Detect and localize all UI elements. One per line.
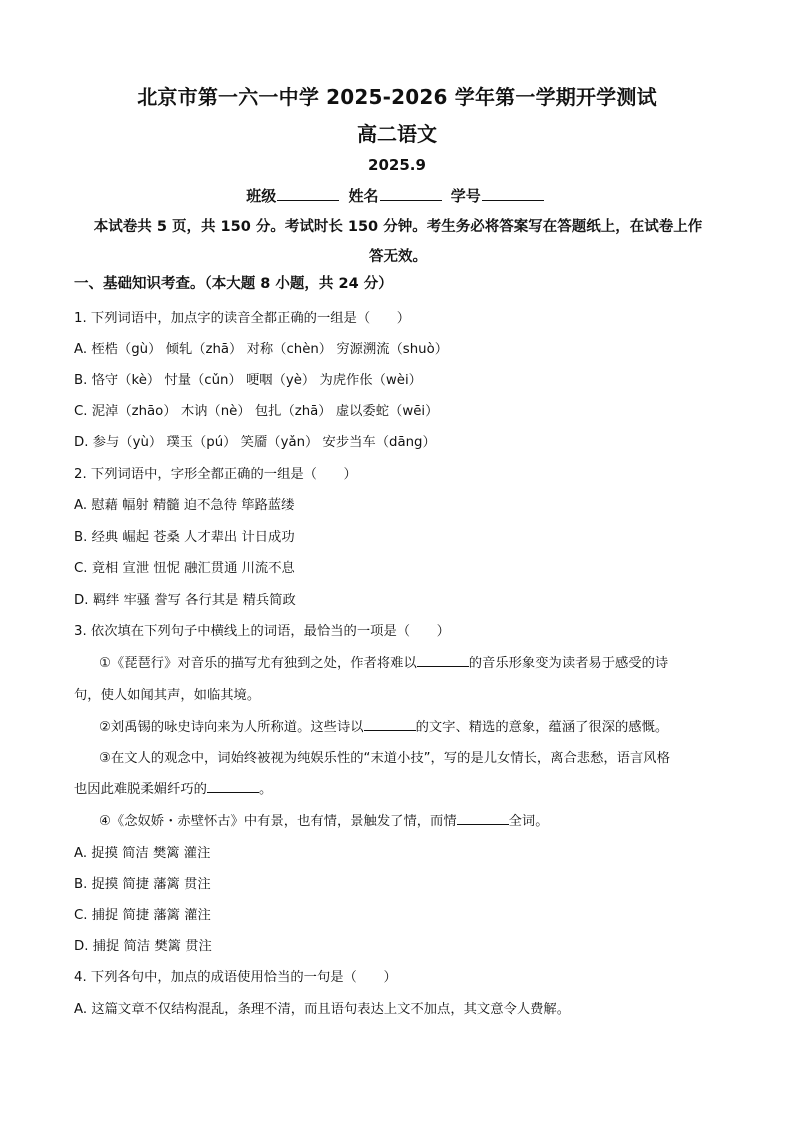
q3-option-d: D. 捕捉 简洁 樊篱 贯注 xyxy=(74,939,212,954)
exam-date: 2025.9 xyxy=(368,156,426,174)
q3-blank-3 xyxy=(207,779,259,793)
name-blank xyxy=(380,185,442,201)
q2-option-d: D. 羁绊 牢骚 誊写 各行其是 精兵简政 xyxy=(74,593,296,608)
id-label: 学号 xyxy=(450,187,481,205)
q3-stem: 3. 依次填在下列句子中横线上的词语，最恰当的一项是（ ） xyxy=(74,624,450,639)
q4-option-a: A. 这篇文章不仅结构混乱，条理不清，而且语句表达上文不加点，其文意令人费解。 xyxy=(74,1002,571,1017)
exam-title: 北京市第一六一中学 2025-2026 学年第一学期开学测试 xyxy=(137,85,657,109)
q4-stem: 4. 下列各句中，加点的成语使用恰当的一句是（ ） xyxy=(74,970,397,985)
q3-sentence-2: ②刘禹锡的咏史诗向来为人所称道。这些诗以 的文字、精选的意象，蕴涵了很深的感慨。 xyxy=(99,716,668,735)
q3-sentence-3: ③在文人的观念中，词始终被视为纯娱乐性的“末道小技”，写的是儿女情长，离合悲愁，语言风格 xyxy=(99,751,670,766)
q1-option-d: D. 参与（yù） 璞玉（pú） 笑靥（yǎn） 安步当车（dāng） xyxy=(74,435,436,450)
id-blank xyxy=(482,185,544,201)
q3-option-b: B. 捉摸 简捷 藩篱 贯注 xyxy=(74,877,211,892)
q1-option-a: A. 桎梏（gù） 倾轧（zhā） 对称（chèn） 穷源溯流（shuò） xyxy=(74,342,449,357)
q3-blank-2 xyxy=(364,717,416,731)
class-blank xyxy=(277,185,339,201)
q1-option-c: C. 泥淖（zhāo） 木讷（nè） 包扎（zhā） 虚以委蛇（wēi） xyxy=(74,404,439,419)
q2-option-b: B. 经典 崛起 苍桑 人才辈出 计日成功 xyxy=(74,530,295,545)
q3-sentence-3-cont: 也因此难脱柔媚纤巧的 。 xyxy=(74,778,272,797)
subject-title: 高二语文 xyxy=(357,122,437,146)
q2-stem: 2. 下列词语中，字形全都正确的一组是（ ） xyxy=(74,467,357,482)
q2-option-a: A. 慰藉 幅射 精髓 迫不急待 筚路蓝缕 xyxy=(74,498,295,513)
q3-option-a: A. 捉摸 简洁 樊篱 灌注 xyxy=(74,846,211,861)
q3-option-c: C. 捕捉 简捷 藩篱 灌注 xyxy=(74,908,211,923)
q2-option-c: C. 竟相 宣泄 忸怩 融汇贯通 川流不息 xyxy=(74,561,295,576)
q3-blank-4 xyxy=(457,811,509,825)
notice-line-1: 本试卷共 5 页，共 150 分。考试时长 150 分钟。考生务必将答案写在答题纸上，在试卷上作 xyxy=(93,219,703,235)
notice-line-2: 答无效。 xyxy=(369,249,427,265)
student-info-row xyxy=(0,185,794,206)
exam-notice xyxy=(78,212,718,272)
q1-option-b: B. 恪守（kè） 忖量（cǔn） 哽咽（yè） 为虎作伥（wèi） xyxy=(74,373,422,388)
q3-sentence-1: ①《琵琶行》对音乐的描写尤有独到之处，作者将难以 的音乐形象变为读者易于感受的诗 xyxy=(99,652,668,671)
class-label: 班级 xyxy=(246,187,277,205)
section-heading: 一、基础知识考查。（本大题 8 小题，共 24 分） xyxy=(74,276,393,292)
q3-blank-1 xyxy=(417,653,469,667)
q1-stem: 1. 下列词语中，加点字的读音全都正确的一组是（ ） xyxy=(74,311,411,326)
q3-sentence-1-cont: 句，使人如闻其声，如临其境。 xyxy=(74,688,261,703)
q3-sentence-4: ④《念奴娇・赤壁怀古》中有景，也有情，景触发了情，而情 全词。 xyxy=(99,810,549,829)
name-label: 姓名 xyxy=(348,187,379,205)
